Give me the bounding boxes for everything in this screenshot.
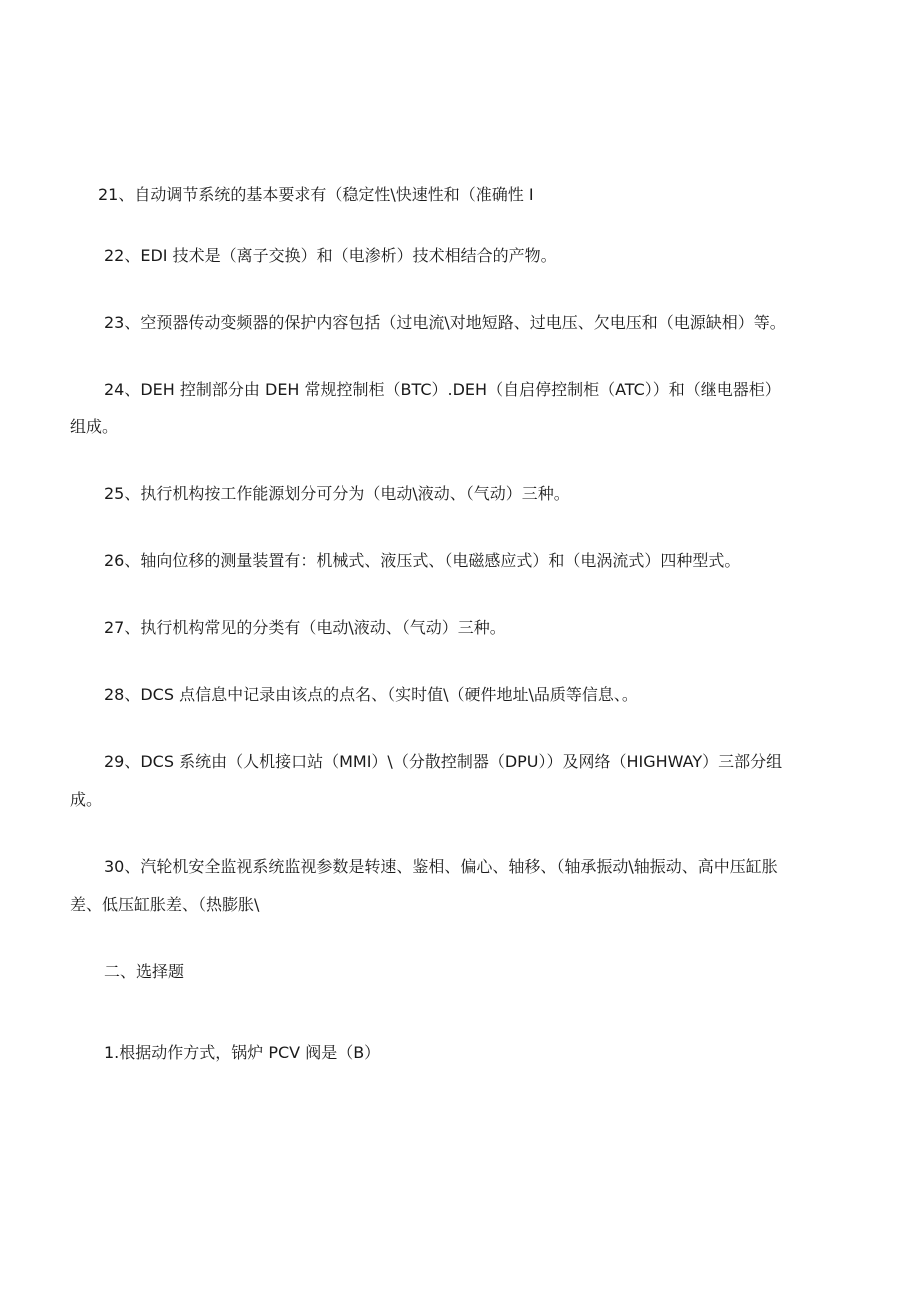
question-24: 24、DEH 控制部分由 DEH 常规控制柜（BTC）.DEH（自启停控制柜（ATC））和（继电器柜）	[104, 380, 781, 399]
question-26: 26、轴向位移的测量装置有：机械式、液压式、（电磁感应式）和（电涡流式）四种型式。	[104, 551, 741, 570]
question-25: 25、执行机构按工作能源划分可分为（电动\液动、（气动）三种。	[104, 484, 570, 503]
question-30: 30、汽轮机安全监视系统监视参数是转速、鉴相、偏心、轴移、（轴承振动\轴振动、高中压缸胀	[104, 857, 778, 876]
question-28: 28、DCS 点信息中记录由该点的点名、（实时值\（硬件地址\品质等信息、。	[104, 685, 638, 704]
question-24-continued: 组成。	[70, 417, 119, 436]
choice-question-1: 1.根据动作方式，锅炉 PCV 阀是（B）	[104, 1043, 381, 1062]
question-22: 22、EDI 技术是（离子交换）和（电渗析）技术相结合的产物。	[104, 246, 557, 265]
question-30-continued: 差、低压缸胀差、（热膨胀\	[70, 895, 260, 914]
section-heading: 二、选择题	[104, 962, 185, 981]
question-27: 27、执行机构常见的分类有（电动\液动、（气动）三种。	[104, 618, 506, 637]
question-29-continued: 成。	[70, 790, 103, 809]
question-21: 21、自动调节系统的基本要求有（稳定性\快速性和（准确性 I	[98, 185, 534, 204]
question-23: 23、空预器传动变频器的保护内容包括（过电流\对地短路、过电压、欠电压和（电源缺相）等。	[104, 313, 786, 332]
question-29: 29、DCS 系统由（人机接口站（MMI）\（分散控制器（DPU））及网络（HIGHWAY）三部分组	[104, 752, 783, 771]
